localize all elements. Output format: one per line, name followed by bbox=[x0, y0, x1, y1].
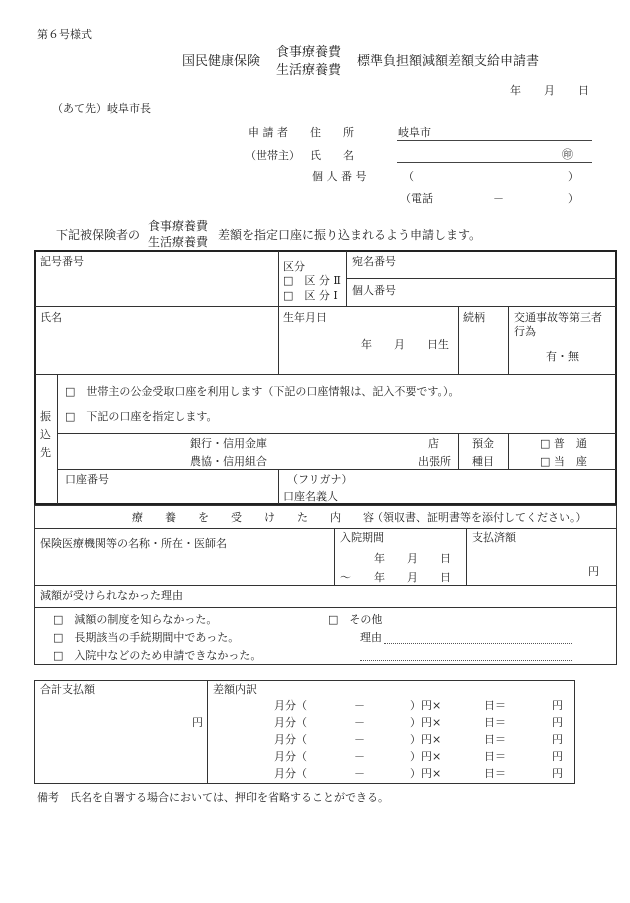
transfer-side-1: 振 bbox=[40, 410, 51, 423]
total-yen: 円 bbox=[192, 716, 203, 729]
divider bbox=[508, 306, 509, 374]
deposit-ordinary-checkbox[interactable]: □ 普 通 bbox=[540, 437, 587, 450]
row-month: 月分（ bbox=[274, 716, 307, 729]
specify-account-checkbox[interactable]: □ 下記の口座を指定します。 bbox=[65, 410, 218, 423]
divider bbox=[458, 306, 459, 374]
bank-type-1: 銀行・信用金庫 bbox=[190, 437, 267, 450]
hospitalization-tilde: ～ bbox=[340, 571, 351, 584]
request-suffix: 差額を指定口座に振り込まれるよう申請します。 bbox=[218, 228, 482, 242]
row-days: 日＝ bbox=[484, 767, 506, 780]
hospitalization-label: 入院期間 bbox=[340, 531, 384, 544]
payment-label: 支払済額 bbox=[472, 531, 516, 544]
phone-close: ） bbox=[568, 192, 579, 205]
phone-label: （電話 bbox=[400, 192, 433, 205]
reason-line-2[interactable] bbox=[360, 660, 572, 661]
row-dash: － bbox=[354, 699, 365, 712]
divider bbox=[278, 469, 279, 504]
birth-date-label: 生年月日 bbox=[283, 311, 327, 324]
branch-type-2: 出張所 bbox=[418, 455, 451, 468]
divider bbox=[458, 433, 459, 469]
title-type-meal: 食事療養費 bbox=[276, 45, 342, 60]
mynumber-open: （ bbox=[403, 170, 414, 183]
furigana-label: （フリガナ） bbox=[287, 473, 353, 486]
address-label: 住 所 bbox=[310, 126, 354, 139]
divider bbox=[35, 374, 616, 375]
hospitalization-end[interactable]: 年 月 日 bbox=[374, 571, 451, 584]
title-type-living: 生活療養費 bbox=[276, 63, 342, 78]
row-yen: 円 bbox=[552, 699, 563, 712]
row-yen: 円 bbox=[552, 750, 563, 763]
payment-yen: 円 bbox=[588, 565, 599, 578]
divider bbox=[57, 374, 58, 504]
row-yen-x: ）円× bbox=[410, 750, 442, 763]
remarks: 備考 氏名を自署する場合においては、押印を省略することができる。 bbox=[37, 791, 389, 804]
treatment-note: （領収書、証明書等を添付してください。） bbox=[372, 511, 587, 524]
divider bbox=[57, 469, 616, 470]
deposit-current-checkbox[interactable]: □ 当 座 bbox=[540, 455, 587, 468]
row-dash: － bbox=[354, 716, 365, 729]
row-month: 月分（ bbox=[274, 750, 307, 763]
reason-other-label: 理由 bbox=[360, 631, 382, 644]
address-number-label: 宛名番号 bbox=[352, 255, 396, 268]
category-2-checkbox[interactable]: □ 区 分 Ⅱ bbox=[283, 274, 341, 287]
row-dash: － bbox=[354, 750, 365, 763]
household-head-label: （世帯主） bbox=[245, 149, 300, 162]
divider bbox=[334, 528, 335, 585]
reason-option-1[interactable]: □ 減額の制度を知らなかった。 bbox=[53, 613, 218, 626]
accident-label-2: 行為 bbox=[514, 325, 536, 338]
mynumber-close: ） bbox=[568, 170, 579, 183]
branch-type-1: 店 bbox=[428, 437, 439, 450]
treatment-header: 療 養 を 受 け た 内 容 bbox=[132, 511, 374, 524]
symbol-number-label: 記号番号 bbox=[40, 255, 84, 268]
applicant-label: 申 請 者 bbox=[248, 126, 288, 139]
address-underline bbox=[397, 140, 592, 141]
title-suffix: 標準負担額減額差額支給申請書 bbox=[357, 54, 540, 69]
accident-label-1: 交通事故等第三者 bbox=[514, 311, 602, 324]
account-holder-label: 口座名義人 bbox=[283, 490, 338, 503]
row-yen-x: ）円× bbox=[410, 699, 442, 712]
name-label: 氏 名 bbox=[310, 149, 354, 162]
row-month: 月分（ bbox=[274, 699, 307, 712]
personal-number-label: 個人番号 bbox=[352, 284, 396, 297]
divider bbox=[207, 680, 208, 784]
row-days: 日＝ bbox=[484, 699, 506, 712]
row-days: 日＝ bbox=[484, 733, 506, 746]
divider bbox=[466, 528, 467, 585]
row-yen-x: ）円× bbox=[410, 716, 442, 729]
divider bbox=[508, 433, 509, 469]
institution-label: 保険医療機関等の名称・所在・医師名 bbox=[40, 537, 227, 550]
divider bbox=[278, 251, 279, 306]
title-prefix: 国民健康保険 bbox=[182, 54, 261, 69]
row-month: 月分（ bbox=[274, 733, 307, 746]
mynumber-label: 個 人 番 号 bbox=[312, 170, 367, 183]
row-yen: 円 bbox=[552, 733, 563, 746]
reason-title: 減額が受けられなかった理由 bbox=[40, 589, 183, 602]
row-month: 月分（ bbox=[274, 767, 307, 780]
form-number: 第６号様式 bbox=[37, 28, 92, 41]
date-month: 月 bbox=[544, 84, 555, 97]
deposit-label-1: 預金 bbox=[472, 437, 494, 450]
bank-type-2: 農協・信用組合 bbox=[190, 455, 267, 468]
transfer-side-2: 込 bbox=[40, 428, 51, 441]
request-type-meal: 食事療養費 bbox=[148, 219, 209, 233]
category-label: 区分 bbox=[283, 260, 305, 273]
date-year: 年 bbox=[510, 84, 521, 97]
date-day: 日 bbox=[578, 84, 589, 97]
seal-mark: ㊞ bbox=[562, 148, 573, 161]
relationship-label: 続柄 bbox=[463, 311, 485, 324]
divider bbox=[35, 528, 616, 529]
category-1-checkbox[interactable]: □ 区 分 Ⅰ bbox=[283, 289, 338, 302]
divider bbox=[35, 306, 616, 307]
row-yen: 円 bbox=[552, 767, 563, 780]
request-prefix: 下記被保険者の bbox=[56, 228, 141, 242]
public-account-checkbox[interactable]: □ 世帯主の公金受取口座を利用します（下記の口座情報は、記入不要です。）。 bbox=[65, 385, 460, 398]
deposit-label-2: 種目 bbox=[472, 455, 494, 468]
total-label: 合計支払額 bbox=[40, 683, 95, 696]
row-dash: － bbox=[354, 733, 365, 746]
divider bbox=[278, 306, 279, 374]
row-dash: － bbox=[354, 767, 365, 780]
birth-date-suffix: 年 月 日生 bbox=[361, 338, 449, 351]
divider bbox=[346, 278, 616, 279]
row-days: 日＝ bbox=[484, 750, 506, 763]
addressee: （あて先）岐阜市長 bbox=[52, 102, 151, 115]
divider bbox=[57, 433, 616, 434]
hospitalization-start[interactable]: 年 月 日 bbox=[374, 552, 451, 565]
transfer-side-3: 先 bbox=[40, 446, 51, 459]
name-field-label: 氏名 bbox=[40, 311, 62, 324]
reason-option-2[interactable]: □ 長期該当の手続期間中であった。 bbox=[53, 631, 240, 644]
breakdown-label: 差額内訳 bbox=[213, 683, 257, 696]
request-type-living: 生活療養費 bbox=[148, 235, 209, 249]
phone-dash: － bbox=[493, 192, 504, 205]
reason-line-1[interactable] bbox=[384, 643, 572, 644]
row-days: 日＝ bbox=[484, 716, 506, 729]
row-yen-x: ）円× bbox=[410, 767, 442, 780]
row-yen-x: ）円× bbox=[410, 733, 442, 746]
reason-other-checkbox[interactable]: □ その他 bbox=[328, 613, 383, 626]
reason-option-3[interactable]: □ 入院中などのため申請できなかった。 bbox=[53, 649, 262, 662]
account-number-label: 口座番号 bbox=[65, 473, 109, 486]
address-value[interactable]: 岐阜市 bbox=[398, 126, 431, 139]
row-yen: 円 bbox=[552, 716, 563, 729]
accident-yes-no[interactable]: 有・無 bbox=[546, 350, 579, 363]
name-underline[interactable] bbox=[397, 162, 592, 163]
